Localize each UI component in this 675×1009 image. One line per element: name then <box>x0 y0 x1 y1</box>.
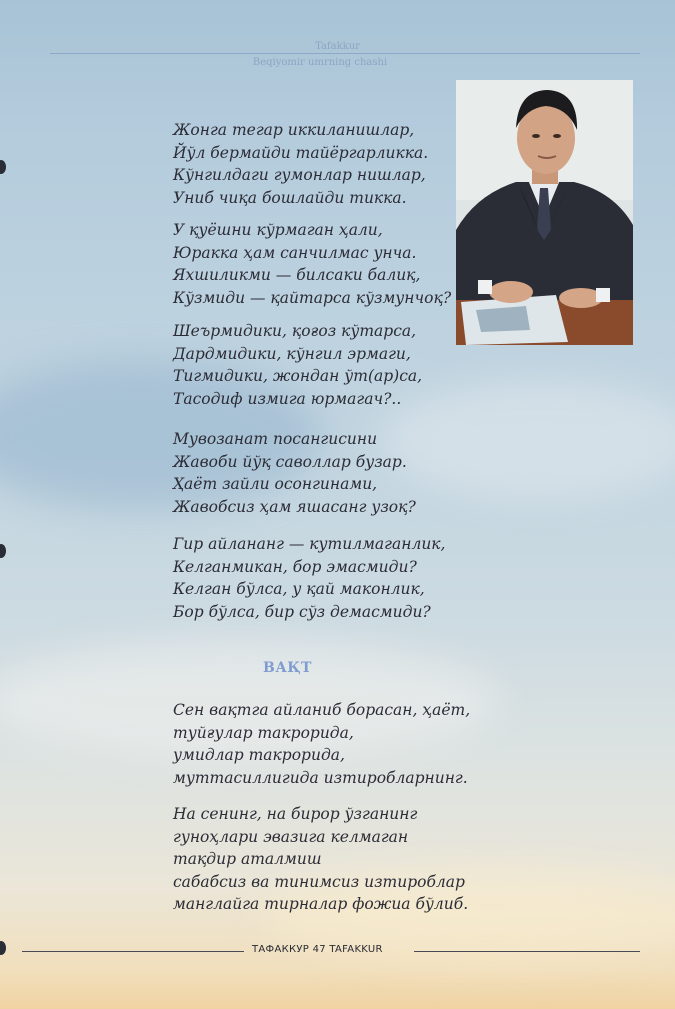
verse-line: Бор бўлса, бир сўз демасмиди? <box>173 602 431 621</box>
verse-line: Ҳаёт зайли осонгинами, <box>173 475 378 493</box>
verse-line: тақдир аталмиш <box>173 850 322 868</box>
running-subtitle: Beqiyomir umrning chashi <box>252 57 388 68</box>
stanza <box>173 320 422 410</box>
verse-line: Шеърмидики, қоғоз кўтарса, <box>173 322 417 340</box>
binder-hole <box>0 941 6 955</box>
stanza <box>173 803 468 916</box>
poem-title: ВАҚТ <box>263 660 312 676</box>
verse-line: Дардмидики, кўнгил эрмаги, <box>173 344 411 363</box>
verse-line: манглайга тирналар фожиа бўлиб. <box>173 895 469 913</box>
verse-line: Униб чиқа бошлайди тикка. <box>173 188 407 207</box>
stanza <box>173 699 470 789</box>
running-header: Tafakkur <box>315 41 360 52</box>
verse-line: Мувозанат посангисини <box>173 430 378 448</box>
verse-line: Сен вақтга айланиб борасан, ҳаёт, <box>173 701 471 719</box>
verse-line: гуноҳлари эвазига келмаган <box>173 827 409 846</box>
stanza <box>173 428 416 518</box>
stanza <box>173 533 445 623</box>
verse-line: Жонга тегар иккиланишлар, <box>173 121 415 139</box>
author-photo <box>456 80 633 345</box>
stanza <box>173 119 428 209</box>
footer-rule <box>22 951 244 952</box>
verse-line: На сенинг, на бирор ўзганинг <box>173 805 418 823</box>
binder-hole <box>0 544 6 558</box>
verse-line: сабабсиз ва тинимсиз изтироблар <box>173 872 465 891</box>
verse-line: Яхшиликми — билсаки балиқ, <box>173 266 421 284</box>
verse-line: Келганмикан, бор эмасмиди? <box>173 557 417 576</box>
verse-line: Тасодиф измига юрмагач?.. <box>173 389 402 408</box>
footer-rule <box>414 951 640 952</box>
verse-line: Кўзмиди — қайтарса кўзмунчоқ? <box>173 288 452 307</box>
verse-line: Жавобсиз ҳам яшасанг узоқ? <box>173 497 416 516</box>
verse-line: У қуёшни кўрмаган ҳали, <box>173 221 383 239</box>
sky-background <box>380 380 675 500</box>
verse-line: Йўл бермайди тайёргарликка. <box>173 143 429 162</box>
verse-line: Кўнгилдаги гумонлар нишлар, <box>173 166 426 184</box>
verse-line: Тигмидики, жондан ўт(ар)са, <box>173 367 423 385</box>
verse-line: Жавоби йўқ саволлар бузар. <box>173 452 407 471</box>
header-rule <box>50 53 640 54</box>
verse-line: муттасиллигида изтиробларнинг. <box>173 768 468 787</box>
verse-line: Келган бўлса, у қай маконлик, <box>173 580 425 598</box>
verse-line: Гир айлананг — кутилмаганлик, <box>173 535 446 553</box>
verse-line: Юракка ҳам санчилмас унча. <box>173 243 417 262</box>
binder-hole <box>0 160 6 174</box>
verse-line: умидлар такрорида, <box>173 746 345 764</box>
verse-line: туйғулар такрорида, <box>173 723 354 742</box>
page-footer: ТАФАККУР 47 TAFAKKUR <box>252 944 383 955</box>
stanza <box>173 219 451 309</box>
